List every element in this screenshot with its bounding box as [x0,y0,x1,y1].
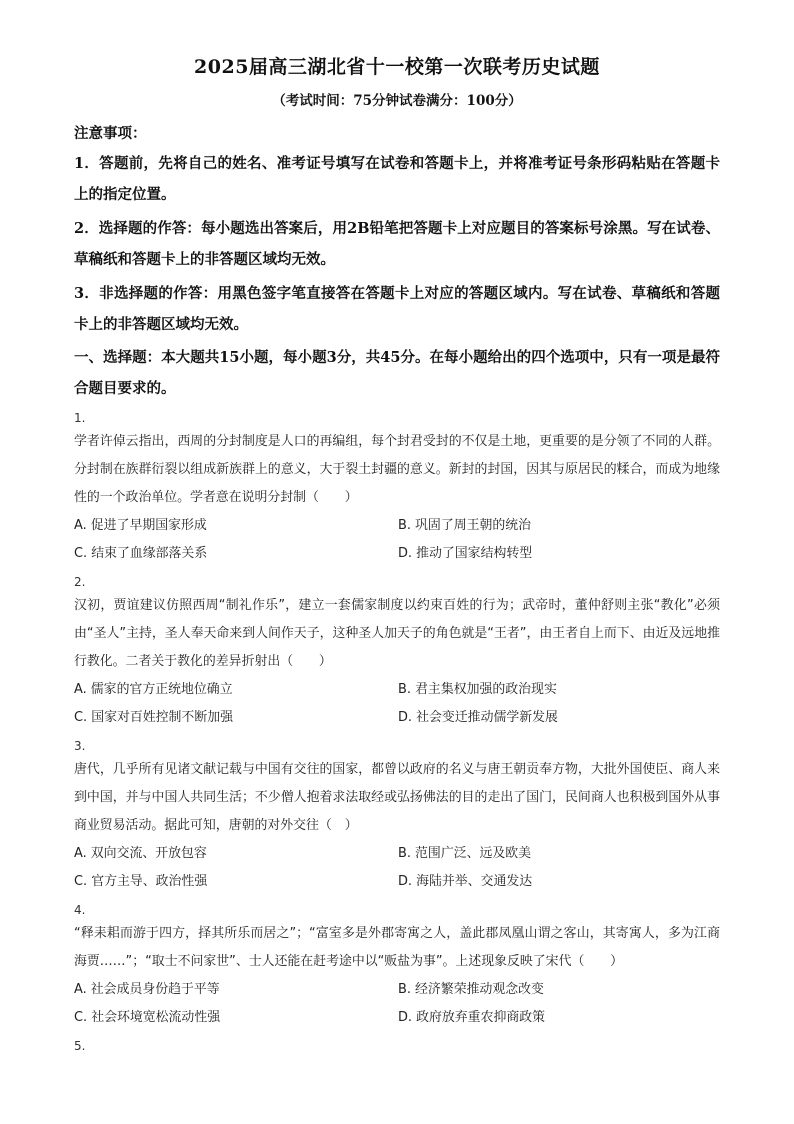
option-c: C. 社会环境宽松流动性强 [74,1010,221,1025]
notice-heading: 注意事项： [74,125,147,142]
question-options [74,840,720,896]
section-heading: 一、选择题：本大题共15小题，每小题3分，共45分。在每小题给出的四个选项中，只有一项是最符合题目要求的。 [74,349,720,397]
option-a: A. 促进了早期国家形成 [74,518,207,533]
question-number: 2. [74,575,86,589]
question-stem: 唐代，几乎所有见诸文献记载与中国有交往的国家，都曾以政府的名义与唐王朝贡奉方物，大批外国使臣、商人来到中国，并与中国人共同生活；不少僧人抱着求法取经或弘扬佛法的目的走出了国门，民间商人也积极到国外从事商业贸易活动。据此可知，唐朝的对外交往（ ） [74,762,720,833]
question-3 [74,736,720,896]
option-d: D. 推动了国家结构转型 [398,546,533,561]
question-2 [74,572,720,732]
question-stem: 汉初，贾谊建议仿照西周“制礼作乐”，建立一套儒家制度以约束百姓的行为；武帝时，董仲舒则主张“教化”必须由“圣人”主持，圣人奉天命来到人间作天子，这种圣人加天子的角色就是“王者”，由王者自上而下、由近及远地推行教化。二者关于教化的差异折射出（ ） [74,598,720,669]
question-number: 3. [74,739,86,753]
option-c: C. 官方主导、政治性强 [74,874,208,889]
question-options [74,512,720,568]
option-d: D. 海陆并举、交通发达 [398,874,533,889]
option-b: B. 经济繁荣推动观念改变 [398,982,544,997]
question-4 [74,900,720,1032]
option-a: A. 儒家的官方正统地位确立 [74,682,233,697]
exam-title: 2025届高三湖北省十一校第一次联考历史试题 [194,56,600,78]
question-stem: “释耒耜而游于四方，择其所乐而居之”；“富室多是外郡寄寓之人，盖此郡凤凰山谓之客山，其寄寓人，多为江商海贾……”；“取士不问家世”、士人还能在赶考途中以“贩盐为事”。上述现象反映了宋代（ ） [74,926,720,969]
notice-item-1: 1．答题前，先将自己的姓名、准考证号填写在试卷和答题卡上，并将准考证号条形码粘贴在答题卡上的指定位置。 [74,155,720,203]
notice-item-3: 3．非选择题的作答：用黑色签字笔直接答在答题卡上对应的答题区域内。写在试卷、草稿纸和答题卡上的非答题区域均无效。 [74,285,720,333]
question-5-number: 5. [74,1039,86,1053]
option-b: B. 范围广泛、远及欧美 [398,846,532,861]
option-c: C. 国家对百姓控制不断加强 [74,710,233,725]
option-d: D. 政府放弃重农抑商政策 [398,1010,546,1025]
option-c: C. 结束了血缘部落关系 [74,546,208,561]
question-number: 4. [74,903,86,917]
option-a: A. 双向交流、开放包容 [74,846,207,861]
question-options [74,976,720,1032]
option-d: D. 社会变迁推动儒学新发展 [398,710,558,725]
option-b: B. 君主集权加强的政治现实 [398,682,557,697]
notice-item-2: 2．选择题的作答：每小题选出答案后，用2B铅笔把答题卡上对应题目的答案标号涂黑。写在试卷、草稿纸和答题卡上的非答题区域均无效。 [74,220,720,268]
question-1 [74,408,720,568]
exam-subtitle: （考试时间：75分钟试卷满分：100分） [272,93,522,109]
question-number: 1. [74,411,86,425]
question-stem: 学者许倬云指出，西周的分封制度是人口的再编组，每个封君受封的不仅是土地，更重要的是分领了不同的人群。分封制在族群衍裂以组成新族群上的意义，大于裂土封疆的意义。新封的封国，因其与原居民的糅合，而成为地缘性的一个政治单位。学者意在说明分封制（ ） [74,434,720,505]
option-a: A. 社会成员身份趋于平等 [74,982,220,997]
option-b: B. 巩固了周王朝的统治 [398,518,532,533]
question-options [74,676,720,732]
